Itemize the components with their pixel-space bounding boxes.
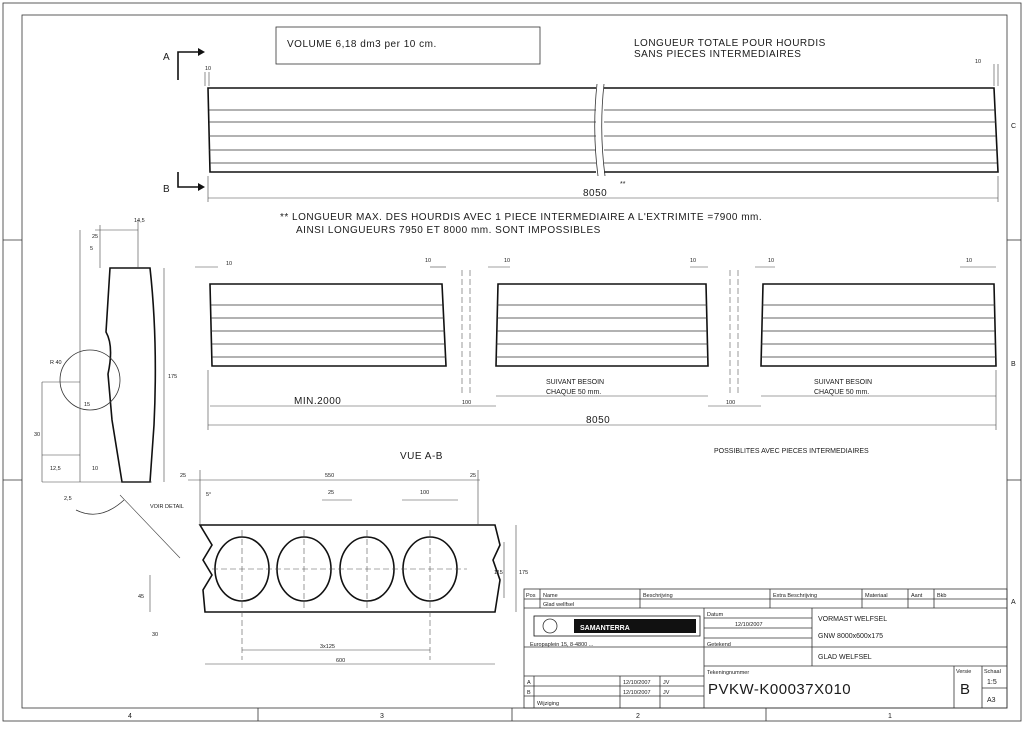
tb-paper-size: A3 bbox=[987, 697, 996, 704]
cross-width-dim: 600 bbox=[336, 658, 346, 664]
cross-edge-left: 25 bbox=[180, 473, 187, 479]
possibilities-note: POSSIBLITES AVEC PIECES INTERMEDIAIRES bbox=[714, 448, 869, 455]
tb-sheet-label: Schaal bbox=[984, 669, 1001, 675]
suivant-mid-2: CHAQUE 50 mm. bbox=[546, 389, 602, 396]
cross-mid-dim: 115 bbox=[494, 570, 503, 576]
tb-datum-value: 12/10/2007 bbox=[735, 622, 763, 628]
total-length-note-1: LONGUEUR TOTALE POUR HOURDIS bbox=[634, 38, 826, 49]
total-length-note-2: SANS PIECES INTERMEDIAIRES bbox=[634, 49, 802, 60]
drawing-number: PVKW-K00037X010 bbox=[708, 681, 852, 698]
company-address: Europaplein 15, 8-4800 ... bbox=[530, 642, 594, 648]
tb-revision-label: Versie bbox=[956, 669, 972, 675]
section-marker-a bbox=[178, 48, 205, 80]
border-ticks bbox=[3, 240, 1021, 721]
border-col-4: 4 bbox=[128, 713, 132, 720]
tb-rev-a: A bbox=[527, 680, 531, 686]
max-length-note-2: AINSI LONGUEURS 7950 ET 8000 mm. SONT IMPOSSIBLES bbox=[296, 225, 601, 236]
tb-head-extra: Extra Beschrijving bbox=[773, 593, 818, 599]
tb-revision: B bbox=[960, 681, 971, 698]
tb-rev-b: B bbox=[527, 690, 531, 696]
seg-taper-4: 10 bbox=[690, 258, 697, 264]
gap-right-dim: 100 bbox=[726, 400, 736, 406]
tb-rev-a-date: 12/10/2007 bbox=[623, 680, 651, 686]
profile-a-dim: 25 bbox=[92, 234, 99, 240]
tb-sheet-scale: 1:5 bbox=[987, 679, 997, 686]
profile-f-dim: 10 bbox=[92, 466, 99, 472]
suivant-mid-1: SUIVANT BESOIN bbox=[546, 379, 605, 386]
tb-desc-1: VORMAST WELFSEL bbox=[818, 616, 888, 623]
tb-tekening-label: Tekeningnummer bbox=[707, 670, 750, 676]
tb-rev-b-date: 12/10/2007 bbox=[623, 690, 651, 696]
cross-section bbox=[200, 525, 500, 660]
segment-right bbox=[761, 284, 996, 366]
border-row-a: A bbox=[1011, 599, 1016, 606]
tb-head-bkb: Bkb bbox=[937, 593, 947, 599]
tb-desc-3: GLAD WELFSEL bbox=[818, 654, 872, 661]
tb-head-mat: Materiaal bbox=[865, 593, 888, 599]
border-col-1: 1 bbox=[888, 713, 892, 720]
cross-edge-right: 25 bbox=[470, 473, 477, 479]
border-row-c: C bbox=[1011, 123, 1017, 130]
max-length-note-1: ** LONGUEUR MAX. DES HOURDIS AVEC 1 PIECE INTERMEDIAIRE A L'EXTRIMITE =7900 mm. bbox=[280, 212, 763, 223]
seg-taper-6: 10 bbox=[966, 258, 973, 264]
suivant-right-2: CHAQUE 50 mm. bbox=[814, 389, 870, 396]
cross-angle: 5° bbox=[206, 492, 212, 498]
tb-datum-label: Datum bbox=[707, 612, 724, 618]
gap-left-dim: 100 bbox=[462, 400, 472, 406]
cross-hole-dia: 100 bbox=[420, 490, 430, 496]
profile-b-dim: 5 bbox=[90, 246, 94, 252]
profile-g-dim: 2,5 bbox=[64, 496, 72, 502]
tb-wijziging-label: Wijziging bbox=[537, 701, 560, 707]
cross-bottom-dim: 30 bbox=[152, 632, 159, 638]
section-label-a: A bbox=[163, 52, 171, 63]
seg-taper-2: 10 bbox=[425, 258, 432, 264]
border-col-2: 2 bbox=[636, 713, 640, 720]
company-logo-text: SAMANTERRA bbox=[580, 625, 630, 632]
segment-middle bbox=[496, 284, 708, 366]
tb-head-name: Name bbox=[543, 593, 558, 599]
cross-left-dim: 45 bbox=[138, 594, 145, 600]
inner-frame bbox=[22, 15, 1007, 708]
top-taper-left: 10 bbox=[205, 66, 212, 72]
tb-rev-b-by: JV bbox=[663, 690, 670, 696]
top-slab-elevation bbox=[208, 84, 998, 176]
suivant-right-1: SUIVANT BESOIN bbox=[814, 379, 873, 386]
view-ab-title: VUE A-B bbox=[400, 451, 443, 462]
profile-c-dim: 15 bbox=[84, 402, 91, 408]
profile-height-dim: 175 bbox=[168, 374, 178, 380]
tb-row2: Glad wellfsel bbox=[543, 602, 575, 608]
profile-r-dim: R 40 bbox=[50, 360, 62, 366]
cross-pitch-dim: 550 bbox=[325, 473, 335, 479]
border-col-3: 3 bbox=[380, 713, 384, 720]
segment-left bbox=[210, 284, 446, 366]
see-detail-label: VOIR DETAIL bbox=[150, 504, 184, 510]
cross-height-dim: 175 bbox=[519, 570, 529, 576]
top-total-dim: 8050 bbox=[583, 188, 608, 199]
border-row-b: B bbox=[1011, 361, 1016, 368]
top-taper-right: 10 bbox=[975, 59, 982, 65]
gap-markers bbox=[462, 270, 738, 395]
cross-hole-gap: 25 bbox=[328, 490, 335, 496]
tb-head-pos: Pos bbox=[526, 593, 536, 599]
section-marker-b bbox=[178, 172, 205, 191]
profile-e-dim: 12,5 bbox=[50, 466, 61, 472]
volume-note: VOLUME 6,18 dm3 per 10 cm. bbox=[287, 39, 437, 50]
tb-rev-a-by: JV bbox=[663, 680, 670, 686]
profile-top-dim: 14,5 bbox=[134, 218, 145, 224]
bottom-total-dim: 8050 bbox=[586, 415, 611, 426]
seg-taper-3: 10 bbox=[504, 258, 511, 264]
cross-spacing-dim: 3x125 bbox=[320, 644, 335, 650]
profile-d-dim: 30 bbox=[34, 432, 41, 438]
min-length-dim: MIN.2000 bbox=[294, 396, 342, 407]
tb-desc-2: GNW 8000x600x175 bbox=[818, 633, 883, 640]
tb-head-aant: Aant bbox=[911, 593, 923, 599]
seg-taper-1: 10 bbox=[226, 261, 233, 267]
tb-head-desc: Beschrijving bbox=[643, 593, 673, 599]
section-label-b: B bbox=[163, 184, 171, 195]
seg-taper-5: 10 bbox=[768, 258, 775, 264]
tb-getekend-label: Getekend bbox=[707, 642, 731, 648]
double-star-mark: ** bbox=[620, 181, 626, 188]
